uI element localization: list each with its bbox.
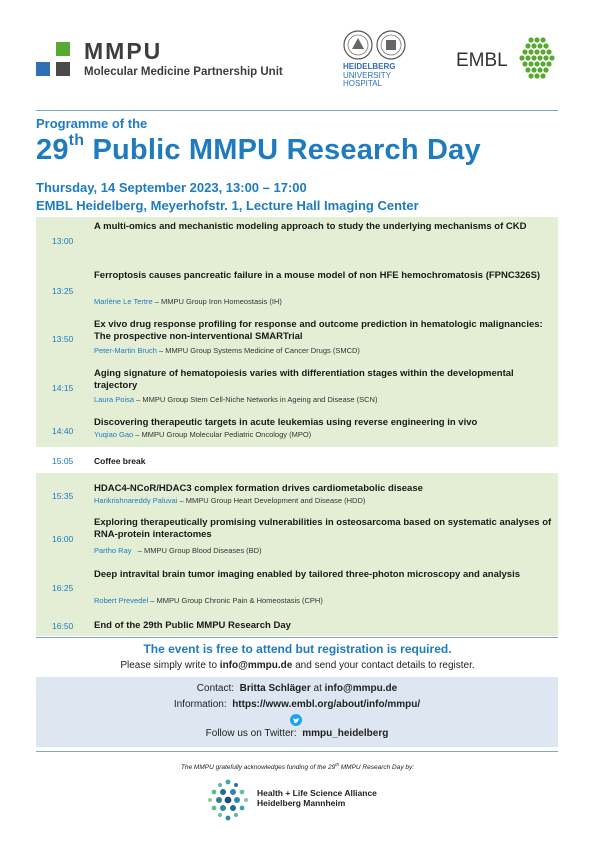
agenda-slot	[36, 363, 558, 412]
slot-time: 15:05	[52, 456, 74, 466]
logo-square-green	[56, 42, 70, 56]
agenda-slot-end	[36, 618, 558, 636]
funder-name	[257, 788, 377, 808]
slot-speaker	[94, 546, 552, 555]
page-title	[36, 134, 481, 167]
contact-at: at	[310, 683, 325, 694]
speaker-group: – MMPU Group Chronic Pain & Homeostasis (CPH)	[148, 596, 323, 605]
footer-divider	[36, 751, 558, 752]
speaker-name: Laura Poisa	[94, 395, 135, 404]
slot-time: 14:40	[52, 426, 74, 436]
slot-speaker	[94, 430, 552, 439]
speaker-group: – MMPU Group Stem Cell-Niche Networks in Ageing and Disease (SCN)	[134, 395, 378, 404]
hospital-line-1: HEIDELBERG	[343, 62, 396, 71]
programme-of: Programme of the	[36, 116, 148, 131]
speaker-name: Partho Ray	[94, 546, 132, 555]
slot-title: HDAC4-NCoR/HDAC3 complex formation drives cardiometabolic disease	[94, 483, 423, 494]
write-suffix: and send your contact details to register.	[292, 660, 475, 671]
title-rest: Public MMPU Research Day	[92, 134, 481, 166]
speaker-group: – MMPU Group Systems Medicine of Cancer Drugs (SMCD)	[156, 346, 360, 355]
speaker-name: Marlène Le Tertre	[94, 297, 153, 306]
agenda-slot	[36, 473, 558, 511]
event-date: Thursday, 14 September 2023, 13:00 – 17:00	[36, 180, 307, 195]
slot-title: End of the 29th Public MMPU Research Day	[94, 620, 291, 631]
slot-time: 16:25	[52, 583, 74, 593]
logo-square-blue	[36, 62, 50, 76]
hospital-line-3: HOSPITAL	[343, 79, 382, 88]
speaker-group: – MMPU Group Molecular Pediatric Oncology (MPO)	[133, 430, 312, 439]
embl-name: EMBL	[456, 50, 508, 71]
slot-title: Deep intravital brain tumor imaging enabled by tailored three-photon microscopy and analysis	[94, 569, 521, 580]
slot-time: 14:15	[52, 383, 74, 393]
slot-speaker	[94, 395, 552, 404]
speaker-group: – MMPU Group Blood Diseases (BD)	[131, 546, 262, 555]
ack-text-sup: th	[335, 762, 339, 767]
twitter-handle-link[interactable]: mmpu_heidelberg	[302, 728, 389, 739]
info-url-link[interactable]: https://www.embl.org/about/info/mmpu/	[232, 699, 421, 710]
title-ordinal-suffix: th	[68, 132, 85, 149]
agenda-slot	[36, 265, 558, 314]
registration-notice: The event is free to attend but registration is required.	[143, 642, 452, 656]
slot-time: 13:00	[52, 236, 74, 246]
twitter-label: Follow us on Twitter:	[205, 728, 297, 739]
embl-hexagon-icon	[516, 36, 558, 80]
funder-line-1: Health + Life Science Alliance	[257, 788, 377, 798]
funder-logo	[205, 776, 405, 824]
info-label: Information:	[173, 699, 227, 710]
funder-line-2: Heidelberg Mannheim	[257, 798, 346, 808]
contact-label: Contact:	[196, 683, 235, 694]
ack-text-before: The MMPU gratefully acknowledges funding of the 29	[180, 764, 336, 772]
slot-speaker	[94, 297, 552, 306]
agenda-slot	[36, 314, 558, 363]
agenda-slot-break	[36, 447, 558, 473]
agenda-slot	[36, 217, 558, 246]
hospital-line-2: UNIVERSITY	[343, 70, 392, 80]
agenda-slot	[36, 246, 558, 265]
slot-title: A multi-omics and mechanistic modeling approach to study the underlying mechanisms of CKD	[94, 221, 527, 232]
slot-speaker	[94, 596, 552, 605]
slot-time: 13:50	[52, 334, 74, 344]
logo-square-grey	[56, 62, 70, 76]
slot-time: 16:50	[52, 621, 74, 631]
registration-instructions	[0, 660, 595, 671]
org-name: MMPU	[84, 38, 163, 64]
ack-text-after: MMPU Research Day by:	[338, 764, 415, 772]
page-header	[0, 0, 595, 110]
agenda-divider	[36, 637, 558, 638]
slot-speaker	[94, 496, 552, 505]
org-subtitle: Molecular Medicine Partnership Unit	[84, 66, 283, 78]
contact-name: Britta Schläger	[239, 683, 311, 694]
contact-email-link[interactable]: info@mmpu.de	[324, 683, 398, 694]
header-divider	[36, 110, 558, 111]
event-venue: EMBL Heidelberg, Meyerhofstr. 1, Lecture Hall Imaging Center	[36, 198, 419, 213]
speaker-name: Harikrishnareddy Paluvai	[94, 496, 178, 505]
speaker-name: Peter-Martin Bruch	[94, 346, 157, 355]
agenda-slot	[36, 569, 558, 618]
slot-title: Aging signature of hematopoiesis varies with differentiation stages within the developmental trajectory	[94, 368, 514, 391]
speaker-name: Robert Prevedel	[94, 596, 149, 605]
university-seal-icon	[343, 30, 409, 60]
acknowledgement	[0, 762, 595, 771]
slot-title: Ex vivo drug response profiling for response and outcome prediction in hematologic malignancies: The prospective non-interventional SMARTrial	[94, 319, 543, 342]
contact-line	[36, 683, 558, 694]
agenda-slot	[36, 511, 558, 569]
speaker-name: Yuqiao Gao	[94, 430, 134, 439]
title-ordinal: 29	[36, 134, 69, 166]
hospital-name	[343, 63, 395, 89]
slot-title: Discovering therapeutic targets in acute leukemias using reverse engineering in vivo	[94, 417, 478, 428]
contact-box	[36, 677, 558, 747]
speaker-group: – MMPU Group Heart Development and Disease (HDD)	[177, 496, 366, 505]
registration-email-link[interactable]: info@mmpu.de	[219, 660, 293, 671]
twitter-icon[interactable]	[290, 714, 302, 726]
slot-title: Coffee break	[94, 456, 146, 466]
info-line	[36, 699, 558, 710]
speaker-group: – MMPU Group Iron Homeostasis (IH)	[152, 297, 282, 306]
slot-title: Exploring therapeutically promising vulnerabilities in osteosarcoma based on systematic analyses of RNA-protein interactomes	[94, 517, 552, 540]
agenda-slot	[36, 412, 558, 447]
twitter-line	[36, 728, 558, 739]
slot-title: Ferroptosis causes pancreatic failure in a mouse model of non HFE hemochromatosis (FPNC326S)	[94, 270, 541, 281]
slot-speaker	[94, 346, 552, 355]
slot-time: 15:35	[52, 491, 74, 501]
slot-time: 13:25	[52, 286, 74, 296]
alliance-dots-icon	[205, 776, 251, 824]
slot-time: 16:00	[52, 534, 74, 544]
write-prefix: Please simply write to	[120, 660, 220, 671]
